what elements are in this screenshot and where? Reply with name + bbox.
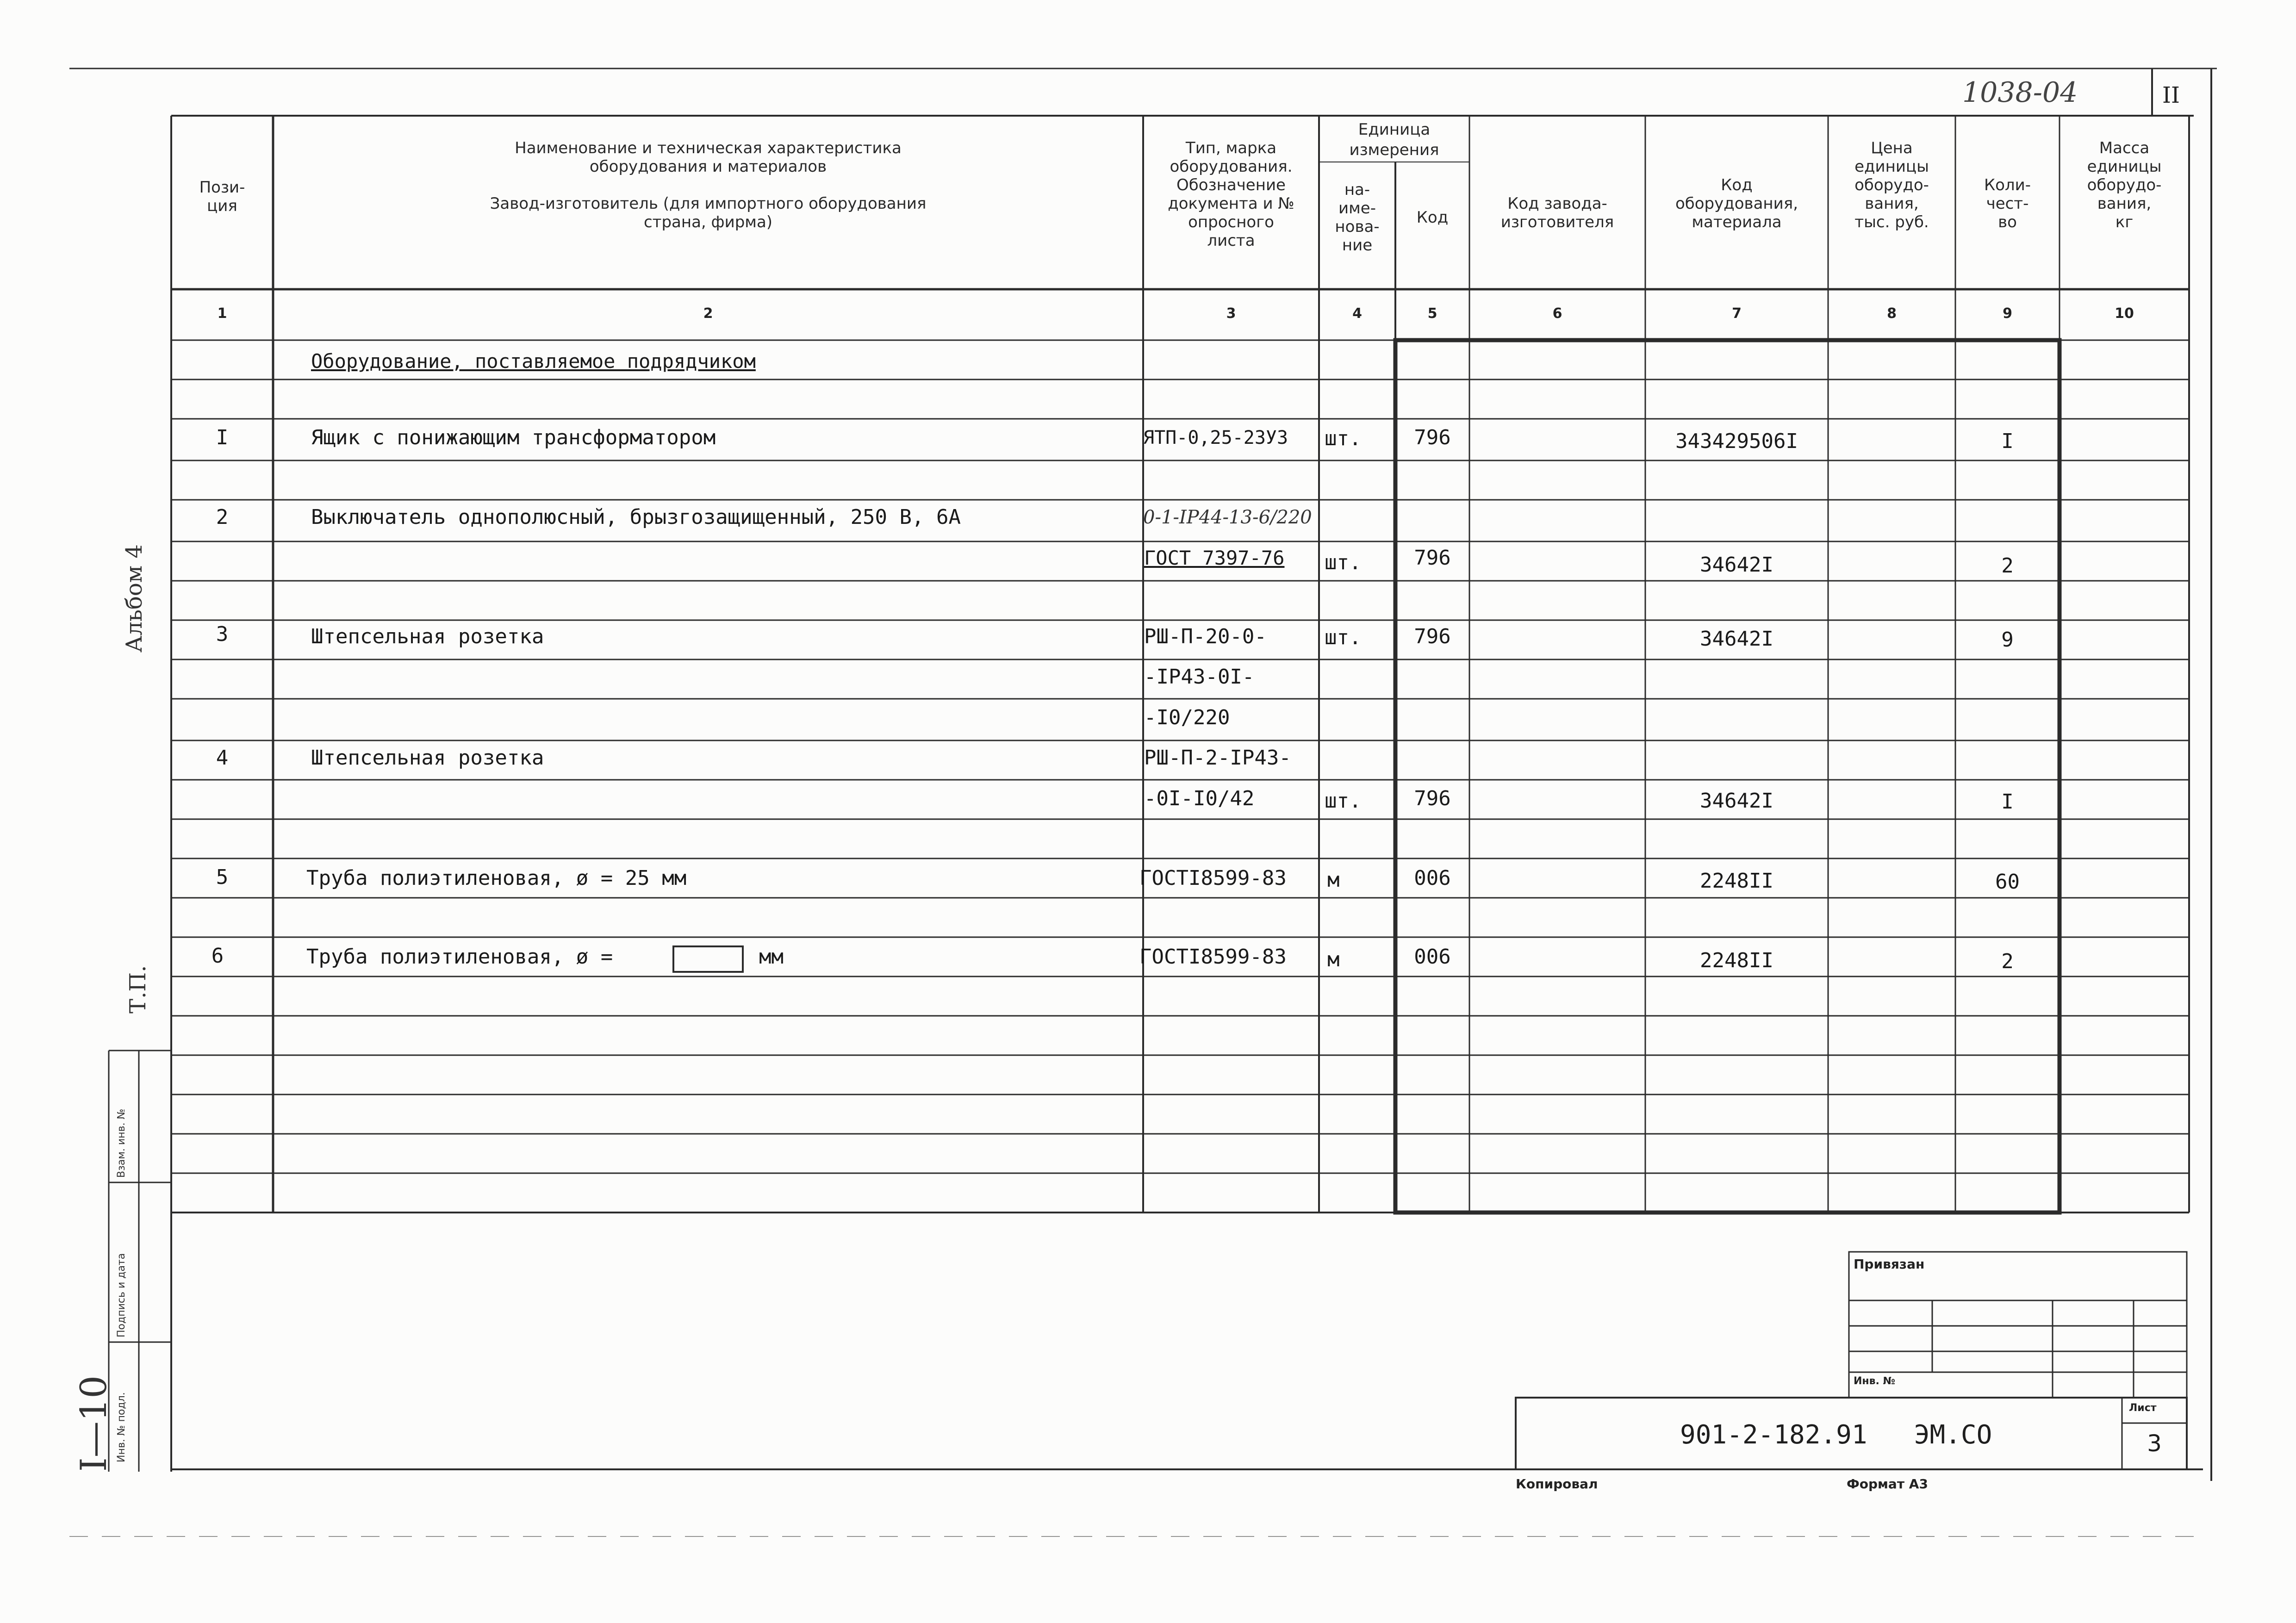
row-4b-equip-code: 34642I <box>1700 789 1773 813</box>
row-2b-type: ГОСТ 7397-76 <box>1144 547 1285 569</box>
row-4-type: РШ-П-2-IP43- <box>1144 746 1291 770</box>
row-6-equip-code: 2248II <box>1700 949 1773 972</box>
header-unit-name: на- име- нова- ние <box>1335 180 1380 255</box>
row-4b-qty: I <box>2001 790 2014 814</box>
header-factory-code: Код завода- изготовителя <box>1500 194 1614 231</box>
tp-label: Т.П. <box>125 965 151 1014</box>
row-1-qty: I <box>2001 429 2014 453</box>
colnum-10: 10 <box>2115 305 2134 322</box>
row-2b-equip-code: 34642I <box>1700 553 1773 577</box>
row-2-position: 2 <box>216 505 229 529</box>
header-unit-code: Код <box>1416 208 1449 227</box>
header-quantity: Коли- чест- во <box>1984 176 2031 231</box>
row-6-position: 6 <box>211 944 224 968</box>
colnum-2: 2 <box>703 305 713 322</box>
archive-number: 1038-04 <box>1962 76 2078 109</box>
stamp-code: 901-2-182.91 ЭМ.СО <box>1680 1420 1992 1450</box>
sheet-number-top: II <box>2162 82 2180 108</box>
row-6-qty: 2 <box>2001 950 2014 973</box>
header-position: Пози- ция <box>199 178 245 215</box>
side-field-signature-date: Подпись и дата <box>116 1253 127 1337</box>
header-name: Наименование и техническая характеристика оборудования и материалов Завод-изготовитель (для импортного оборудования страна, фирма) <box>490 139 927 231</box>
section-title: Оборудование, поставляемое подрядчиком <box>311 350 756 373</box>
row-5-unit: м <box>1327 868 1340 892</box>
colnum-3: 3 <box>1226 305 1236 322</box>
row-5-code: 006 <box>1414 866 1451 890</box>
row-6-type: ГОСТI8599-83 <box>1139 945 1287 969</box>
header-type: Тип, марка оборудования. Обозначение документа и № опросного листа <box>1168 139 1294 250</box>
header-mass: Масса единицы оборудо- вания, кг <box>2087 139 2162 231</box>
row-1-unit: шт. <box>1325 427 1362 450</box>
stamp-sheet-value: 3 <box>2147 1430 2162 1457</box>
row-5-position: 5 <box>216 865 229 889</box>
row-1-type: ЯТП-0,25-23УЗ <box>1143 427 1288 448</box>
side-field-original-inv: Инв. № подл. <box>116 1392 127 1462</box>
colnum-6: 6 <box>1552 305 1562 322</box>
row-3-unit: шт. <box>1325 626 1362 649</box>
row-3-equip-code: 34642I <box>1700 627 1773 651</box>
header-equipment-code: Код оборудования, материала <box>1675 176 1798 231</box>
row-1-equip-code: 343429506I <box>1675 429 1798 453</box>
row-3-code: 796 <box>1414 625 1451 648</box>
header-price: Цена единицы оборудо- вания, тыс. руб. <box>1854 139 1929 231</box>
row-4b-code: 796 <box>1414 787 1451 810</box>
colnum-5: 5 <box>1427 305 1437 322</box>
row-3b-type: -IP43-0I- <box>1144 665 1255 689</box>
row-6-name-suffix: мм <box>759 945 784 969</box>
side-field-replaced-inv: Взам. инв. № <box>116 1108 127 1178</box>
kopiroval-label: Копировал <box>1516 1476 1598 1492</box>
colnum-8: 8 <box>1887 305 1897 322</box>
row-5-type: ГОСТI8599-83 <box>1139 866 1287 890</box>
row-4b-unit: шт. <box>1325 789 1362 813</box>
colnum-1: 1 <box>217 305 227 322</box>
colnum-7: 7 <box>1732 305 1742 322</box>
row-3-type: РШ-П-20-0- <box>1144 625 1267 648</box>
inv-label: Инв. № <box>1854 1375 1896 1387</box>
row-5-qty: 60 <box>1995 870 2020 894</box>
row-2b-qty: 2 <box>2001 554 2014 578</box>
row-2b-code: 796 <box>1414 546 1451 570</box>
privyazan-label: Привязан <box>1854 1256 1925 1272</box>
row-1-code: 796 <box>1414 426 1451 449</box>
row-4-position: 4 <box>216 746 229 770</box>
row-2-type: 0-1-IP44-13-6/220 <box>1143 507 1312 528</box>
row-5-name: Труба полиэтиленовая, ø = 25 мм <box>306 866 687 890</box>
row-2-name: Выключатель однополюсный, брызгозащищенный, 250 В, 6А <box>311 505 961 529</box>
row-3-name: Штепсельная розетка <box>311 625 544 648</box>
stamp-sheet-label: Лист <box>2129 1402 2157 1414</box>
row-5-equip-code: 2248II <box>1700 869 1773 893</box>
colnum-4: 4 <box>1352 305 1362 322</box>
row-1-name: Ящик с понижающим трансформатором <box>311 426 716 449</box>
header-unit-group: Единица измерения <box>1349 120 1439 159</box>
series-label: I—10 <box>73 1375 115 1472</box>
album-label: Альбом 4 <box>121 544 147 653</box>
row-6-code: 006 <box>1414 945 1451 969</box>
row-3c-type: -I0/220 <box>1144 706 1230 729</box>
row-1-position: I <box>216 426 229 449</box>
row-4b-type: -0I-I0/42 <box>1144 787 1255 810</box>
row-6-name: Труба полиэтиленовая, ø = <box>306 945 613 969</box>
colnum-9: 9 <box>2003 305 2012 322</box>
row-2b-unit: шт. <box>1325 551 1362 574</box>
row-4-name: Штепсельная розетка <box>311 746 544 770</box>
row-3-qty: 9 <box>2001 628 2014 652</box>
row-3-position: 3 <box>216 622 229 646</box>
format-label: Формат А3 <box>1847 1476 1928 1492</box>
row-6-unit: м <box>1327 948 1340 971</box>
